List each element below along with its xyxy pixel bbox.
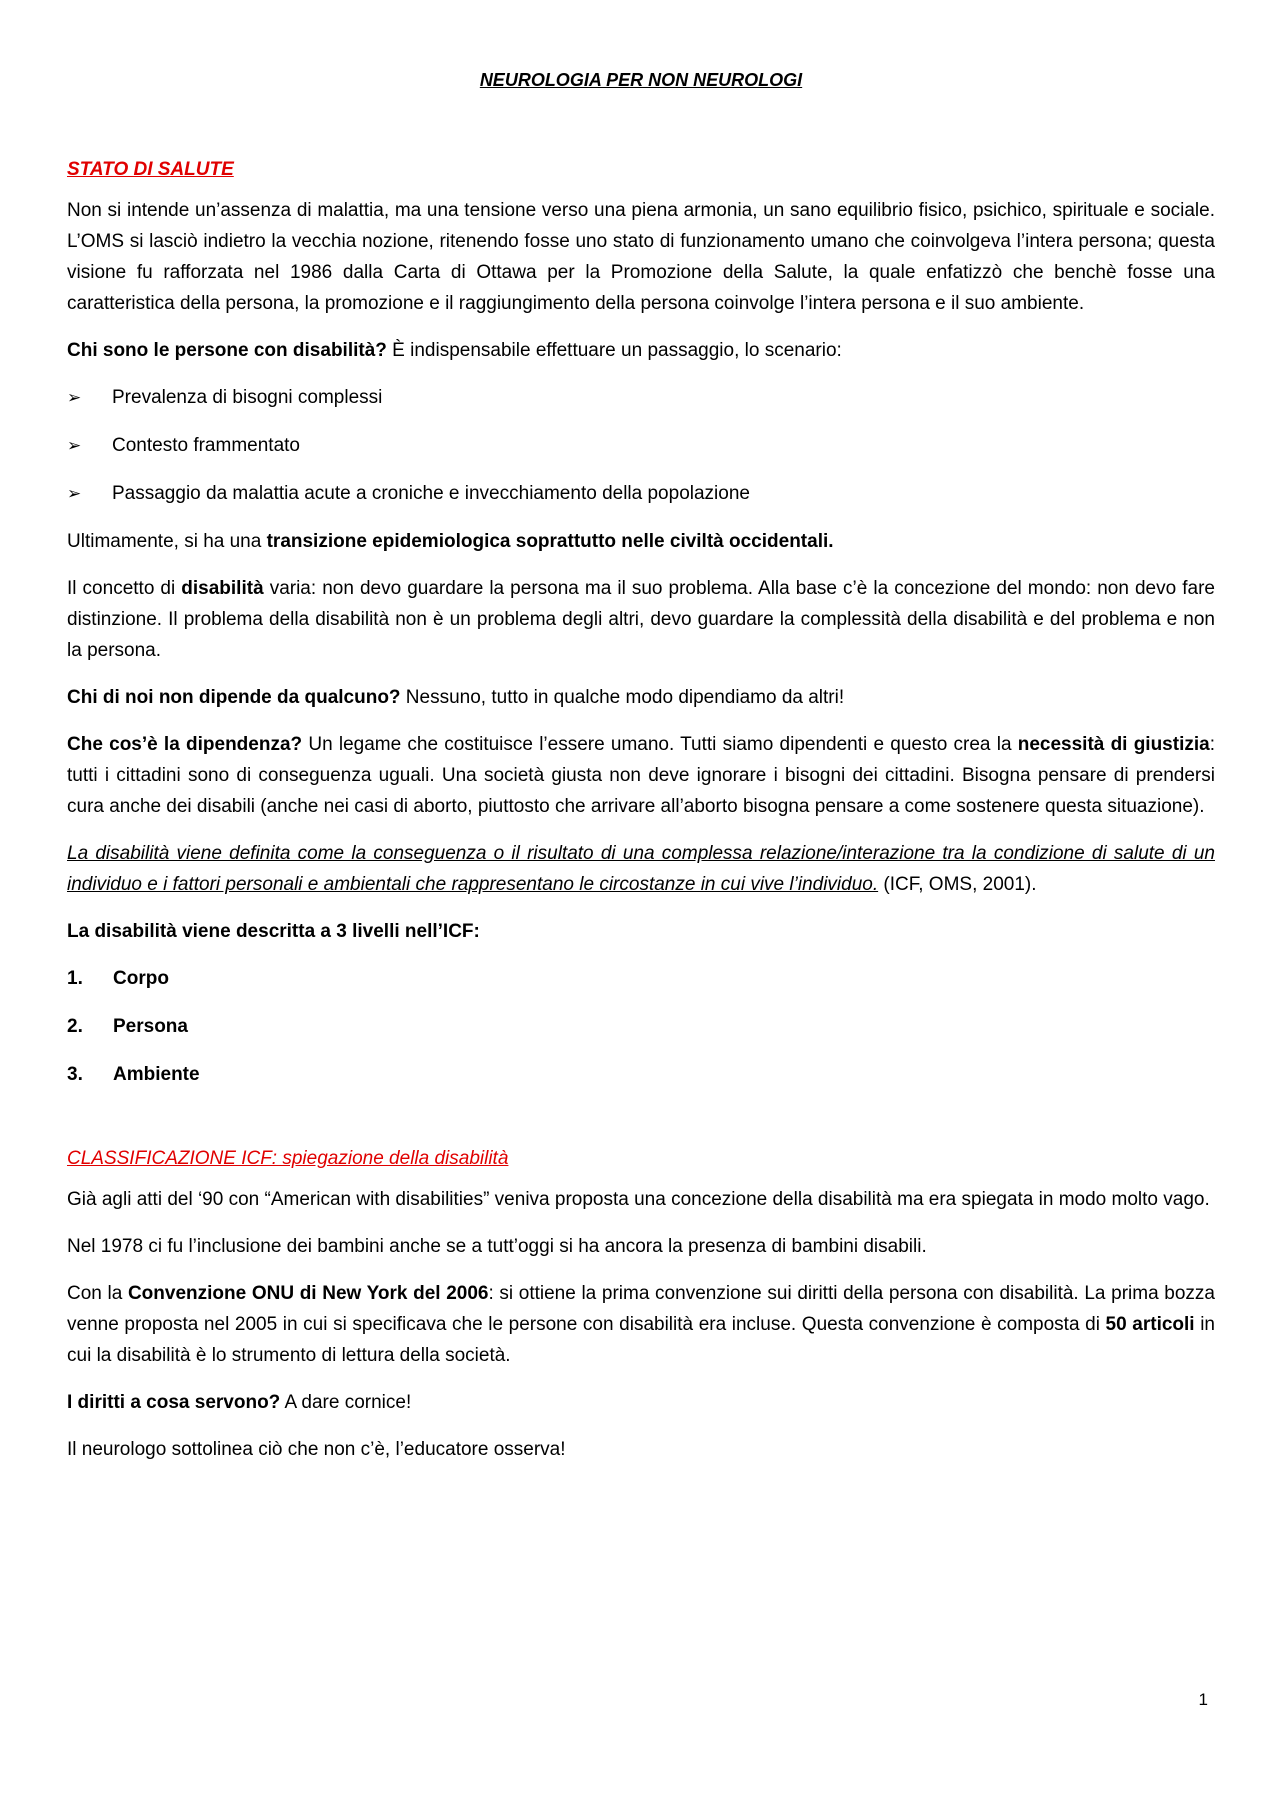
definition-text: La disabilità viene definita come la conseguenza o il risultato di una complessa relazione/interazione tra la condizione di salute di un individuo e i fattori personali e ambientali che rappresentano le circostanze in cui vive l’individuo. xyxy=(67,843,1215,895)
question-bold: Che cos’è la dipendenza? xyxy=(67,734,303,755)
paragraph-diritti xyxy=(67,1387,1215,1418)
list-item xyxy=(67,382,1215,413)
arrow-bullet-icon: ➢ xyxy=(67,388,82,407)
text-run: Un legame che costituisce l’essere umano. Tutti siamo dipendenti e questo crea la xyxy=(302,734,1018,755)
paragraph-dipende xyxy=(67,682,1215,713)
list-item xyxy=(67,1059,1215,1090)
paragraph-dipendenza xyxy=(67,729,1215,822)
list-item xyxy=(67,430,1215,461)
text-run: : si ottiene la prima convenzione sui diritti della persona con disabilità. La prima bozza venne proposta nel 2005 in cui si specificava che le persone con disabilità era incluse. Questa convenzione è composta di xyxy=(67,1283,1215,1335)
bold-run: Convenzione ONU di New York del 2006 xyxy=(127,1283,489,1304)
paragraph-american-disabilities: Già agli atti del ‘90 con “American with disabilities” veniva proposta una concezione della disabilità ma era spiegata in modo molto vago. xyxy=(67,1189,1210,1210)
text-run: : tutti i cittadini sono di conseguenza uguali. Una società giusta non deve ignorare i bisogni dei cittadini. Bisogna pensare di prendersi cura anche dei disabili (anche nei casi di aborto, piuttosto che arrivare all’aborto bisogna pensare a come sostenere questa situazione). xyxy=(67,734,1215,817)
text-run: Il concetto di xyxy=(67,578,182,599)
bold-run: 50 articoli xyxy=(1105,1314,1195,1335)
bold-run: disabilità xyxy=(181,578,264,599)
question-text: A dare cornice! xyxy=(280,1392,412,1413)
section-title-stato-di-salute: STATO DI SALUTE xyxy=(67,159,234,180)
question-text: È indispensabile effettuare un passaggio, lo scenario: xyxy=(386,340,842,361)
paragraph-concetto-disabilita xyxy=(67,573,1215,666)
question-bold: Chi di noi non dipende da qualcuno? xyxy=(67,687,401,708)
bold-run: transizione epidemiologica soprattutto nelle civiltà occidentali. xyxy=(266,531,834,552)
paragraph-neurologo: Il neurologo sottolinea ciò che non c’è, l’educatore osserva! xyxy=(67,1439,566,1460)
list-number: 1. xyxy=(67,968,83,989)
question-bold: Chi sono le persone con disabilità? xyxy=(67,340,387,361)
levels-heading xyxy=(67,916,1215,947)
text-run: varia: non devo guardare la persona ma il suo problema. Alla base c’è la concezione del mondo: non devo fare distinzione. Il problema della disabilità non è un problema degli altri, devo guardare la complessità della disabilità e del problema e non la persona. xyxy=(67,578,1215,661)
list-item-text: Ambiente xyxy=(113,1064,200,1085)
page-number: 1 xyxy=(1198,1690,1208,1709)
document-page xyxy=(67,70,1215,1481)
question-bold: I diritti a cosa servono? xyxy=(67,1392,281,1413)
section-title-classificazione-icf: CLASSIFICAZIONE ICF: spiegazione della disabilità xyxy=(67,1148,509,1169)
scenario-bullet-list xyxy=(67,382,1215,509)
question-text: Nessuno, tutto in qualche modo dipendiamo da altri! xyxy=(400,687,845,708)
levels-list xyxy=(67,963,1215,1090)
list-item xyxy=(67,963,1215,994)
text-run: Ultimamente, si ha una xyxy=(67,531,267,552)
list-number: 3. xyxy=(67,1064,83,1085)
text-run: in cui la disabilità è lo strumento di lettura della società. xyxy=(67,1314,1215,1366)
list-item-text: Corpo xyxy=(113,968,169,989)
definition-source: (ICF, OMS, 2001). xyxy=(878,874,1037,895)
list-item xyxy=(67,478,1215,509)
document-title: NEUROLOGIA PER NON NEUROLOGI xyxy=(479,70,803,90)
paragraph-1978: Nel 1978 ci fu l’inclusione dei bambini anche se a tutt’oggi si ha ancora la presenza di bambini disabili. xyxy=(67,1236,927,1257)
text-run: Con la xyxy=(67,1283,128,1304)
list-item-text: Prevalenza di bisogni complessi xyxy=(112,387,383,408)
bold-run: necessità di giustizia xyxy=(1017,734,1210,755)
paragraph-transizione xyxy=(67,526,1215,557)
paragraph-definizione xyxy=(67,838,1215,900)
list-item-text: Persona xyxy=(113,1016,188,1037)
bold-run: La disabilità viene descritta a 3 livelli nell’ICF: xyxy=(67,921,480,942)
paragraph-chi-sono xyxy=(67,335,1215,366)
list-item-text: Passaggio da malattia acute a croniche e invecchiamento della popolazione xyxy=(112,483,750,504)
arrow-bullet-icon: ➢ xyxy=(67,436,82,455)
list-item xyxy=(67,1011,1215,1042)
list-number: 2. xyxy=(67,1016,83,1037)
paragraph-convenzione-onu xyxy=(67,1278,1215,1371)
list-item-text: Contesto frammentato xyxy=(112,435,300,456)
arrow-bullet-icon: ➢ xyxy=(67,484,82,503)
paragraph-stato-di-salute: Non si intende un’assenza di malattia, ma una tensione verso una piena armonia, un sano equilibrio fisico, psichico, spirituale e sociale. L’OMS si lasciò indietro la vecchia nozione, ritenendo fosse uno stato di funzionamento umano che coinvolgeva l’intera persona; questa visione fu rafforzata nel 1986 dalla Carta di Ottawa per la Promozione della Salute, la quale enfatizzò che benchè fosse una caratteristica della persona, la promozione e il raggiungimento della persona coinvolge l’intera persona e il suo ambiente. xyxy=(67,200,1215,314)
